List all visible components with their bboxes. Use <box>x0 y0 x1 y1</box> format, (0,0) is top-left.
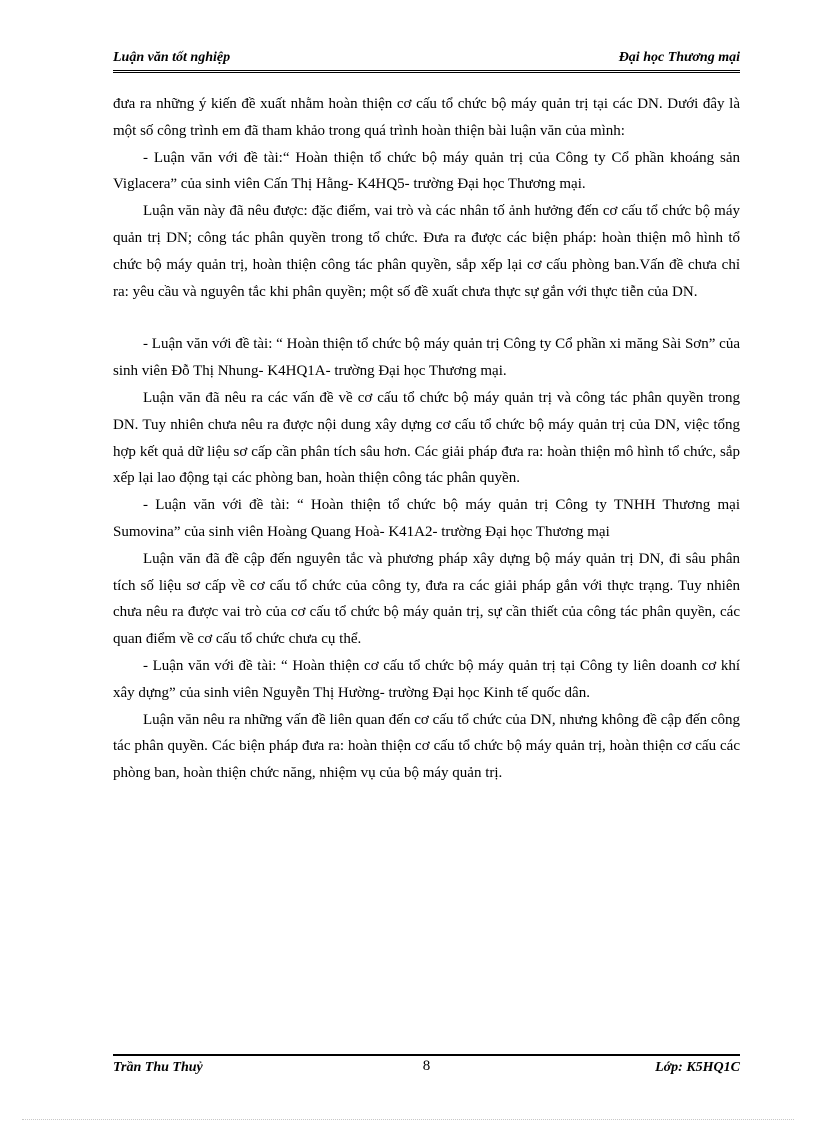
page-header <box>113 50 740 73</box>
paragraph-thesis-1: - Luận văn với đề tài:“ Hoàn thiện tổ chức bộ máy quản trị của Công ty Cổ phần khoáng sản Viglacera” của sinh viên Cấn Thị Hằng- K4HQ5- trường Đại học Thương mại. <box>113 149 740 193</box>
paragraph-review-1: Luận văn này đã nêu được: đặc điểm, vai trò và các nhân tố ảnh hưởng đến cơ cấu tổ chức bộ máy quản trị DN; công tác phân quyền trong tổ chức. Đưa ra được các biện pháp: hoàn thiện mô hình tổ chức bộ máy quản trị, hoàn thiện công tác phân quyền, sắp xếp lại cơ cấu phòng ban.Vấn đề chưa chỉ ra: yêu cầu và nguyên tắc khi phân quyền; một số đề xuất chưa thực sự gắn với thực tiễn của DN. <box>113 203 740 300</box>
paragraph-thesis-4: - Luận văn với đề tài: “ Hoàn thiện cơ cấu tổ chức bộ máy quản trị tại Công ty liên doanh cơ khí xây dựng” của sinh viên Nguyễn Thị Hường- trường Đại học Kinh tế quốc dân. <box>113 657 740 701</box>
footer-class: Lớp: K5HQ1C <box>655 1060 740 1075</box>
header-university: Đại học Thương mại <box>618 50 740 65</box>
page-footer <box>113 1054 740 1080</box>
page-number: 8 <box>422 1058 431 1074</box>
paragraph-thesis-3: - Luận văn với đề tài: “ Hoàn thiện tổ chức bộ máy quản trị Công ty TNHH Thương mại Sumovina” của sinh viên Hoàng Quang Hoà- K41A2- trường Đại học Thương mại <box>113 497 740 540</box>
paragraph-thesis-2: - Luận văn với đề tài: “ Hoàn thiện tổ chức bộ máy quản trị Công ty Cổ phần xi măng Sài Sơn” của sinh viên Đỗ Thị Nhung- K4HQ1A- trường Đại học Thương mại. <box>113 336 740 380</box>
paragraph-review-3: Luận văn đã đề cập đến nguyên tắc và phương pháp xây dựng bộ máy quản trị DN, đi sâu phân tích số liệu sơ cấp về cơ cấu tổ chức của công ty, đưa ra các giải pháp gắn với thực trạng. Tuy nhiên chưa nêu ra được vai trò của cơ cấu tổ chức bộ máy quản trị, sự cần thiết của công tác phân quyền, các quan điểm về cơ cấu tổ chức chưa cụ thể. <box>113 550 740 648</box>
paragraph-intro: đưa ra những ý kiến đề xuất nhằm hoàn thiện cơ cấu tổ chức bộ máy quản trị tại các DN. Dưới đây là một số công trình em đã tham khảo trong quá trình hoàn thiện bài luận văn của mình: <box>113 96 740 139</box>
page-edge <box>22 1119 794 1120</box>
document-body <box>113 91 740 787</box>
paragraph-review-4: Luận văn nêu ra những vấn đề liên quan đến cơ cấu tổ chức của DN, nhưng không đề cập đến công tác phân quyền. Các biện pháp đưa ra: hoàn thiện cơ cấu tổ chức bộ máy quản trị, hoàn thiện cơ cấu các phòng ban, hoàn thiện chức năng, nhiệm vụ của bộ máy quản trị. <box>113 711 740 782</box>
footer-author: Trần Thu Thuỷ <box>113 1060 203 1075</box>
paragraph-review-2: Luận văn đã nêu ra các vấn đề về cơ cấu tổ chức bộ máy quản trị và công tác phân quyền trong DN. Tuy nhiên chưa nêu ra được nội dung xây dựng cơ cấu tổ chức bộ máy quản trị của DN, việc tổng hợp kết quả dữ liệu sơ cấp cần phân tích sâu hơn. Các giải pháp đưa ra: hoàn thiện mô hình tổ chức, sắp xếp lại lao động tại các phòng ban, hoàn thiện công tác phân quyền. <box>113 389 740 487</box>
header-thesis-label: Luận văn tốt nghiệp <box>113 50 231 65</box>
